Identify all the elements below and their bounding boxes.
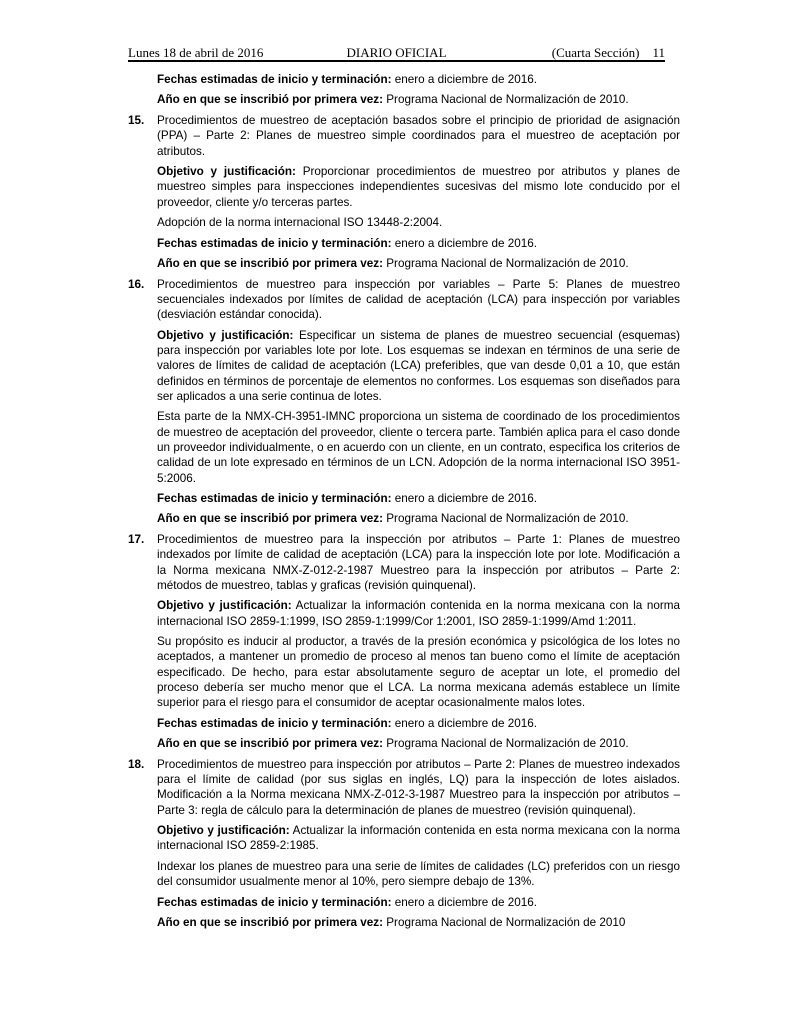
fechas-label: Fechas estimadas de inicio y terminación: — [157, 236, 392, 250]
fechas-label: Fechas estimadas de inicio y terminación: — [157, 73, 392, 86]
item-anio — [157, 511, 680, 526]
item-anio — [157, 736, 680, 751]
items-list — [128, 113, 680, 931]
intro-fechas — [157, 72, 680, 87]
fechas-label: Fechas estimadas de inicio y terminación: — [157, 895, 392, 909]
objetivo-text: Especificar un sistema de planes de muestreo secuencial (esquemas) para inspección por variables lote por lote. Los esquemas se indexan en términos de una serie de valores de límites de calidad de aceptación (LCA) preferibles, que van desde 0,01 a 10, que están definidos en términos de porcentaje de elementos no conformes. Los esquemas son diseñados para ser aplicados a una serie continua de lotes. — [157, 328, 680, 403]
fechas-value: enero a diciembre de 2016. — [391, 492, 538, 505]
anio-label: Año en que se inscribió por primera vez: — [157, 93, 384, 107]
objetivo-label: Objetivo y justificación: — [157, 599, 292, 613]
header-page-number: 11 — [652, 45, 665, 60]
fechas-label: Fechas estimadas de inicio y terminación: — [157, 492, 392, 505]
objetivo-label: Objetivo y justificación: — [157, 824, 290, 838]
fechas-value: enero a diciembre de 2016. — [391, 716, 538, 730]
item-objetivo — [157, 823, 680, 854]
fechas-label: Fechas estimadas de inicio y terminación: — [157, 716, 392, 730]
anio-label: Año en que se inscribió por primera vez: — [157, 512, 384, 526]
fechas-value: enero a diciembre de 2016. — [391, 895, 538, 909]
item-extra-paragraph: Su propósito es inducir al productor, a través de la presión económica y psicológica de los lotes no aceptados, a mantener un promedio de proceso al menos tan bueno como el límite de aceptación especificado. De hecho, para estar absolutamente seguro de aceptar un lote, el promedio del proceso debería ser mucho menor que el LCA. La norma mexicana además establece un límite superior para el riesgo para el consumidor de aceptar ocasionalmente malos lotes. — [157, 635, 680, 710]
objetivo-label: Objetivo y justificación: — [157, 165, 296, 179]
document-body — [128, 72, 680, 936]
item-objetivo — [157, 328, 680, 404]
item-anio — [157, 915, 680, 930]
item-objetivo — [157, 598, 680, 629]
list-item — [128, 277, 680, 527]
item-title-text: Procedimientos de muestreo de aceptación basados sobre el principio de prioridad de asignación (PPA) – Parte 2: Planes de muestreo simple coordinados para el muestreo de aceptación por atributos. — [157, 113, 680, 158]
page-header — [128, 42, 665, 62]
item-extra-paragraph: Esta parte de la NMX-CH-3951-IMNC proporciona un sistema de coordinado de los procedimientos de muestreo de aceptación del proveedor, cliente o tercera parte. También aplica para el caso donde un proveedor individualmente, o en acuerdo con un cliente, en un contrato, especifica los criterios de calidad de un lote expresado en términos de un LCN. Adopción de la norma internacional ISO 3951-5:2006. — [157, 410, 680, 485]
item-extra-paragraph: Indexar los planes de muestreo para una serie de límites de calidades (LC) preferidos con un riesgo del consumidor usualmente menor al 10%, pero siempre debajo de 13%. — [157, 859, 680, 889]
item-anio — [157, 256, 680, 271]
fechas-value: enero a diciembre de 2016. — [391, 236, 538, 250]
item-title — [128, 757, 680, 818]
anio-label: Año en que se inscribió por primera vez: — [157, 257, 384, 271]
list-item — [128, 757, 680, 931]
header-rule — [128, 60, 665, 62]
anio-value: Programa Nacional de Normalización de 2010. — [383, 257, 629, 271]
item-title — [128, 532, 680, 593]
item-title — [128, 113, 680, 159]
anio-value: Programa Nacional de Normalización de 2010. — [383, 93, 629, 107]
objetivo-text: Actualizar la información contenida en la norma mexicana con la norma internacional ISO 2859-1:1999, ISO 2859-1:1999/Cor 1:2001, ISO 2859-1:1999/Amd 1:2011. — [157, 599, 680, 628]
anio-label: Año en que se inscribió por primera vez: — [157, 737, 384, 751]
item-number: 15. — [128, 113, 145, 127]
anio-value: Programa Nacional de Normalización de 2010. — [383, 737, 629, 751]
item-fechas — [157, 895, 680, 910]
objetivo-text: Proporcionar procedimientos de muestreo por atributos y planes de muestreo simples para inspecciones independientes sucesivas del mismo lote conducido por el proveedor, cliente y/o terceras partes. — [157, 165, 680, 209]
item-fechas — [157, 491, 680, 506]
item-title-text: Procedimientos de muestreo para inspección por atributos – Parte 2: Planes de muestreo indexados para el límite de calidad (por sus siglas en inglés, LQ) para la inspección de lotes aislados. Modificación a la Norma mexicana NMX-Z-012-3-1987 Muestreo para la inspección por atributos – Parte 3: regla de cálculo para la determinación de planes de muestreo (revisión quinquenal). — [157, 757, 680, 817]
list-item — [128, 113, 680, 271]
item-extra-paragraph: Adopción de la norma internacional ISO 13448-2:2004. — [157, 216, 443, 230]
item-fechas — [157, 716, 680, 731]
item-number: 16. — [128, 277, 145, 291]
list-item — [128, 532, 680, 752]
objetivo-label: Objetivo y justificación: — [157, 328, 294, 342]
header-date: Lunes 18 de abril de 2016 — [128, 45, 264, 60]
header-section-page — [552, 45, 665, 61]
item-number: 18. — [128, 757, 145, 771]
anio-value: Programa Nacional de Normalización de 2010 — [383, 916, 626, 930]
item-number: 17. — [128, 532, 145, 546]
item-title — [128, 277, 680, 323]
objetivo-text: Actualizar la información contenida en esta norma mexicana con la norma internacional ISO 2859-2:1985. — [157, 824, 680, 853]
anio-value: Programa Nacional de Normalización de 2010. — [383, 512, 629, 526]
header-section: (Cuarta Sección) — [551, 45, 640, 60]
item-objetivo — [157, 164, 680, 210]
item-title-text: Procedimientos de muestreo para la inspección por atributos – Parte 1: Planes de muestreo indexados por límite de calidad de aceptación (LCA) para la inspección lote por lote. Modificación a la Norma mexicana NMX-Z-012-2-1987 Muestreo para la inspección por atributos – Parte 2: métodos de muestreo, tablas y graficas (revisión quinquenal). — [157, 532, 680, 592]
item-fechas — [157, 236, 680, 251]
fechas-value: enero a diciembre de 2016. — [391, 73, 538, 86]
item-title-text: Procedimientos de muestreo para inspección por variables – Parte 5: Planes de muestreo secuenciales indexados por límites de calidad de aceptación (LCA) para inspección por variables (desviación estándar conocida). — [157, 277, 680, 322]
intro-anio — [157, 92, 680, 107]
anio-label: Año en que se inscribió por primera vez: — [157, 916, 384, 930]
header-title: DIARIO OFICIAL — [346, 45, 447, 60]
